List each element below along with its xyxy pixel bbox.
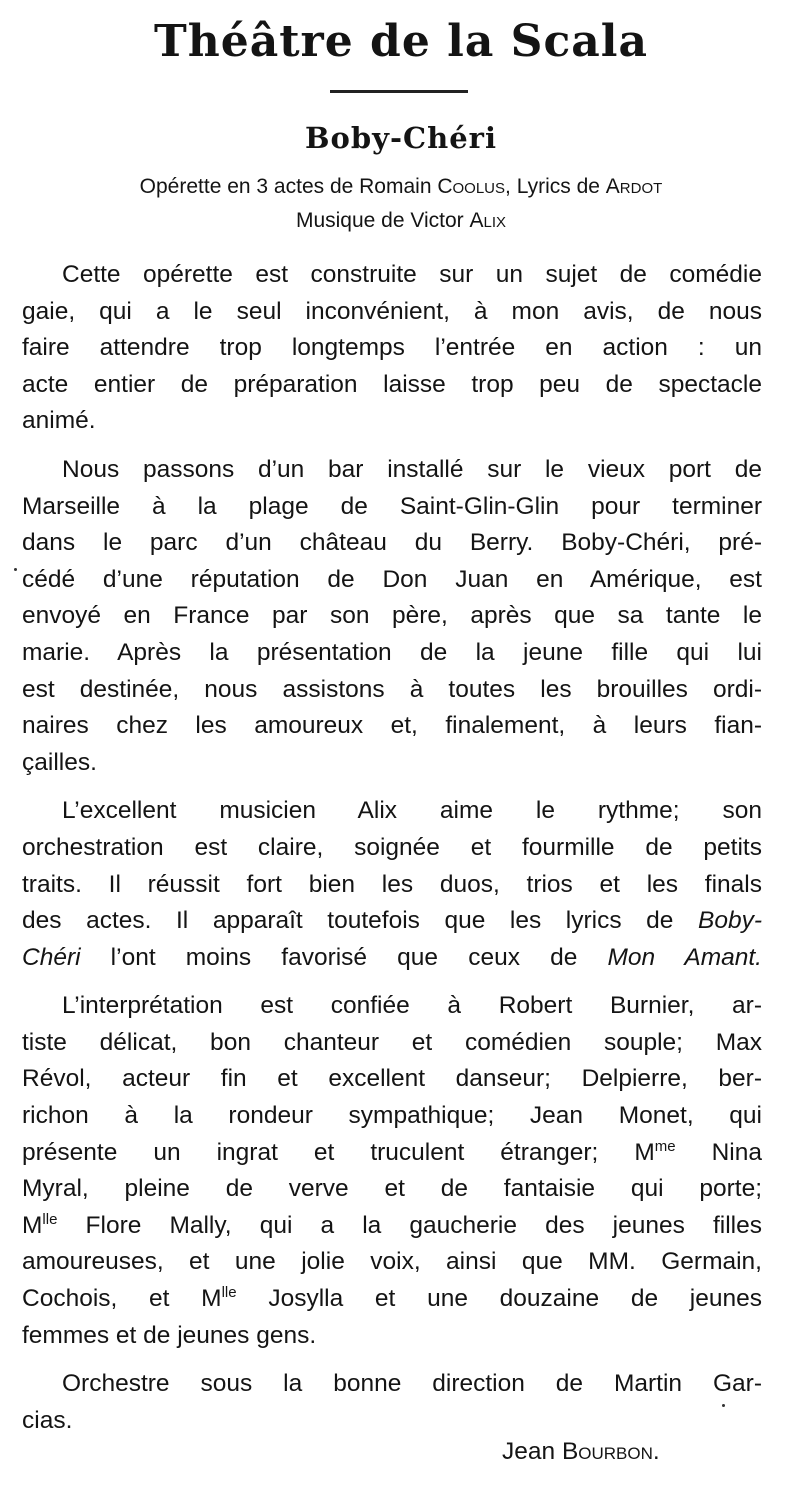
superscript: lle [221, 1284, 237, 1302]
superscript: lle [42, 1210, 58, 1228]
text-segment: M [22, 1211, 43, 1239]
composer-alix: Alix [469, 209, 507, 232]
text-line: dans le parc d’un château du Berry. Boby-Chéri, pré- [22, 529, 762, 557]
text-line: cias. [22, 1406, 73, 1434]
credits-line-music [0, 204, 802, 238]
text-line [22, 903, 762, 940]
text-line: marie. Après la présentation de la jeune fille qui lui [22, 638, 762, 666]
print-speck [722, 1404, 725, 1407]
text-line: L’interprétation est confiée à Robert Burnier, ar- [62, 992, 762, 1020]
text-line: envoyé en France par son père, après que sa tante le [22, 602, 762, 630]
heading-rule [330, 90, 468, 93]
author-ardot: Ardot [605, 175, 663, 198]
work-title-cheri: Chéri [22, 943, 81, 971]
text-segment: des actes. Il apparaît toutefois que les lyrics de [22, 907, 698, 935]
print-speck [14, 568, 17, 571]
text-line: Cette opérette est construite sur un sujet de comédie [62, 261, 762, 288]
play-title: Boby-Chéri [305, 121, 497, 155]
text-segment: l’ont moins favorisé que ceux de [80, 943, 608, 971]
text-line: animé. [22, 407, 96, 435]
review-body [22, 257, 762, 1439]
superscript: me [654, 1137, 676, 1155]
paragraph-plot [22, 452, 762, 781]
paragraph-orchestra [22, 1366, 762, 1439]
text-line [22, 940, 762, 977]
play-credits [0, 170, 802, 238]
signature-last-name: Bourbon. [561, 1438, 660, 1465]
text-segment: présente un ingrat et truculent étranger; M [22, 1138, 655, 1166]
text-line: Orchestre sous la bonne direction de Martin Gar- [62, 1370, 762, 1398]
text-line: Révol, acteur fin et excellent danseur; Delpierre, ber- [22, 1065, 762, 1093]
text-line: tiste délicat, bon chanteur et comédien souple; Max [22, 1028, 762, 1056]
text-line: richon à la rondeur sympathique; Jean Monet, qui [22, 1102, 762, 1130]
text-line: Nous passons d’un bar installé sur le vieux port de [62, 455, 762, 483]
text-line: Myral, pleine de verve et de fantaisie qui porte; [22, 1175, 762, 1203]
credits-lyrics: , Lyrics de [505, 175, 606, 198]
author-coolus: Coolus [437, 175, 506, 198]
text-line: acte entier de préparation laisse trop peu de spectacle [22, 370, 762, 398]
text-line: cédé d’une réputation de Don Juan en Amérique, est [22, 565, 762, 593]
text-line [22, 1135, 762, 1172]
text-line [22, 1281, 762, 1318]
credits-prefix: Opérette en 3 actes de Romain [139, 175, 438, 198]
text-line: gaie, qui a le seul inconvénient, à mon avis, de nous [22, 297, 762, 325]
text-line: faire attendre trop longtemps l’entrée en action : un [22, 334, 762, 362]
text-segment: Flore Mally, qui a la gaucherie des jeunes filles [57, 1211, 762, 1239]
work-title-boby: Boby- [697, 907, 762, 935]
text-line: est destinée, nous assistons à toutes les brouilles ordi- [22, 675, 762, 703]
signature-first-name: Jean [502, 1438, 562, 1465]
text-line: çailles. [22, 748, 97, 776]
text-segment: Nina [675, 1138, 762, 1166]
text-segment: Cochois, et M [22, 1285, 222, 1313]
work-title-mon-amant: Mon Amant. [607, 943, 762, 971]
paragraph-music [22, 793, 762, 976]
text-line: femmes et de jeunes gens. [22, 1321, 317, 1349]
theatre-heading: Théâtre de la Scala [154, 16, 648, 67]
text-segment: Josylla et une douzaine de jeunes [236, 1285, 762, 1313]
text-line: orchestration est claire, soignée et fourmille de petits [22, 833, 762, 861]
text-line: amoureuses, et une jolie voix, ainsi que MM. Germain, [22, 1248, 762, 1276]
text-line: L’excellent musicien Alix aime le rythme; son [62, 797, 762, 825]
paragraph-intro [22, 257, 762, 440]
author-signature [502, 1434, 762, 1470]
text-line: Marseille à la plage de Saint-Glin-Glin pour terminer [22, 492, 762, 520]
paragraph-cast [22, 988, 762, 1354]
text-line: naires chez les amoureux et, finalement, à leurs fian- [22, 712, 762, 740]
music-prefix: Musique de Victor [295, 209, 470, 232]
credits-line-authors [0, 170, 802, 204]
text-line [22, 1208, 762, 1245]
text-line: traits. Il réussit fort bien les duos, trios et les finals [22, 870, 762, 898]
